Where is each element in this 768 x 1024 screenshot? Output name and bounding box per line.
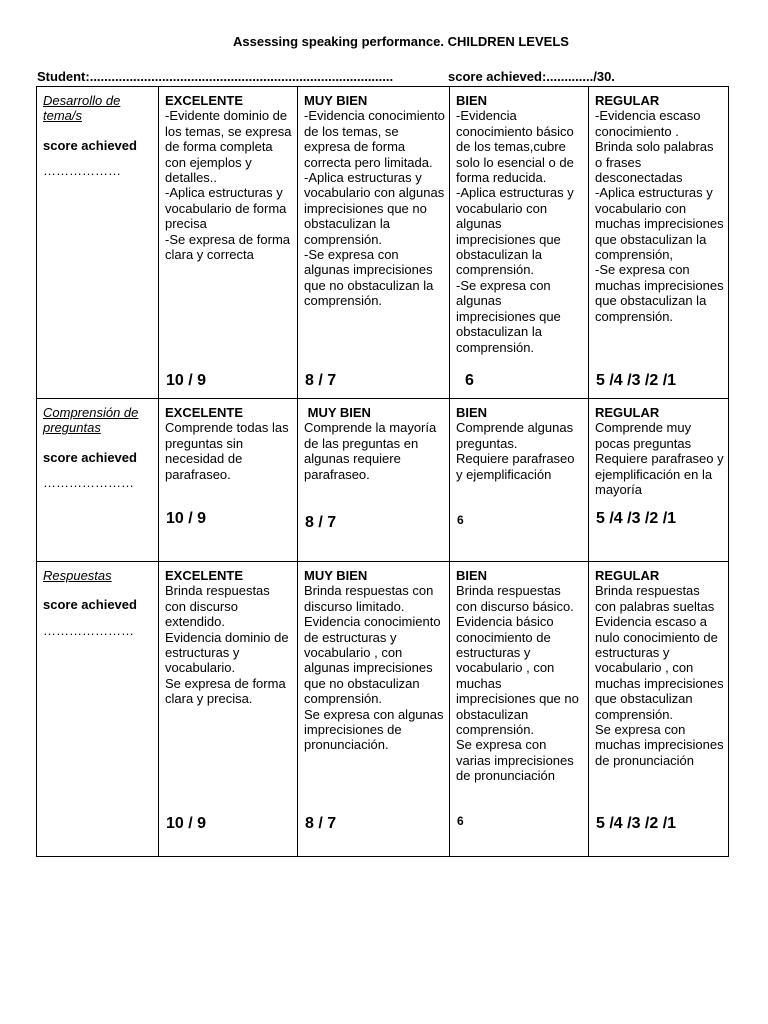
criterion-name: Respuestas — [43, 568, 112, 583]
level-cell-muy-bien — [298, 399, 450, 562]
criterion-name: Desarrollo de tema/s — [43, 93, 121, 124]
level-score: 8 / 7 — [305, 372, 337, 389]
level-description: Brinda respuestas con discurso extendido. Evidencia dominio de estructuras y vocabulario. Se expresa de forma clara y precisa. — [165, 583, 289, 707]
level-description: Brinda respuestas con discurso limitado. Evidencia conocimiento de estructuras y vocabulario , con algunas imprecisiones que no obstaculizan comprensión. Se expresa con algunas imprecisiones de pronunciación. — [304, 583, 444, 753]
level-cell-excelente — [159, 87, 298, 399]
level-description: Comprende algunas preguntas. Requiere parafraseo y ejemplificación — [456, 420, 575, 482]
page-title: Assessing speaking performance. CHILDREN LEVELS — [233, 34, 569, 49]
level-description: -Evidencia conocimiento básico de los temas,cubre solo lo esencial o de forma reducida. -Aplica estructuras y vocabulario con algunas imprecisiones que obstaculizan la comprensión. -Se expresa con algunas imprecisiones que obstaculizan la comprensión. — [456, 108, 574, 355]
level-label: MUY BIEN — [304, 93, 368, 108]
level-label: REGULAR — [595, 568, 660, 583]
level-score: 5 /4 /3 /2 /1 — [596, 815, 677, 832]
student-field: Student:.................................................................................... — [37, 69, 394, 84]
level-description: -Evidencia escaso conocimiento . Brinda solo palabras o frases desconectadas -Aplica estructuras y vocabulario con muchas imprecisiones que obstaculizan la comprensión, -Se expresa con muchas imprecisiones que obstaculizan la comprensión. — [595, 108, 724, 324]
level-score: 5 /4 /3 /2 /1 — [596, 510, 677, 527]
level-cell-bien — [450, 562, 589, 857]
score-achieved-label: score achieved — [43, 449, 137, 465]
score-blank: ……………… — [43, 163, 121, 179]
rubric-row-respuestas — [37, 562, 729, 857]
level-description: Comprende la mayoría de las preguntas en algunas requiere parafraseo. — [304, 420, 437, 482]
level-description: Comprende muy pocas preguntas Requiere parafraseo y ejemplificación en la mayoría — [595, 420, 724, 498]
level-label: EXCELENTE — [165, 93, 244, 108]
level-label: BIEN — [456, 93, 488, 108]
score-blank: ………………… — [43, 475, 134, 491]
level-score: 10 / 9 — [166, 815, 207, 832]
criterion-cell — [37, 399, 159, 562]
criterion-name: Comprensión de preguntas — [43, 405, 139, 436]
level-label: MUY BIEN — [304, 405, 371, 420]
level-description: Brinda respuestas con discurso básico. Evidencia básico conocimiento de estructuras y vocabulario , con muchas imprecisiones que no obstaculizan comprensión. Se expresa con varias imprecisiones de pronunciación — [456, 583, 579, 784]
rubric-row-comprension — [37, 399, 729, 562]
total-score-field: score achieved:............./30. — [448, 69, 615, 84]
level-description: Comprende todas las preguntas sin necesidad de parafraseo. — [165, 420, 289, 482]
level-description: -Evidente dominio de los temas, se expresa de forma completa con ejemplos y detalles.. -Aplica estructuras y vocabulario de forma precisa -Se expresa de forma clara y correcta — [165, 108, 292, 263]
level-score: 6 — [465, 372, 474, 389]
level-cell-excelente — [159, 562, 298, 857]
level-score: 8 / 7 — [305, 815, 337, 832]
level-description: Brinda respuestas con palabras sueltas Evidencia escaso a nulo conocimiento de estructuras y vocabulario , con muchas imprecisiones que obstaculizan comprensión. Se expresa con muchas imprecisiones de pronunciación — [595, 583, 724, 768]
level-cell-regular — [589, 399, 729, 562]
level-cell-excelente — [159, 399, 298, 562]
level-label: MUY BIEN — [304, 568, 368, 583]
level-cell-muy-bien — [298, 87, 450, 399]
level-label: BIEN — [456, 568, 488, 583]
level-cell-bien — [450, 399, 589, 562]
level-cell-regular — [589, 562, 729, 857]
score-achieved-label: score achieved — [43, 137, 137, 153]
level-label: REGULAR — [595, 405, 660, 420]
level-cell-muy-bien — [298, 562, 450, 857]
level-score: 8 / 7 — [305, 514, 337, 531]
rubric-row-desarrollo — [37, 87, 729, 399]
level-description: -Evidencia conocimiento de los temas, se expresa de forma correcta pero limitada. -Aplica estructuras y vocabulario con algunas imprecisiones que no obstaculizan la comprensión. -Se expresa con algunas imprecisiones que no obstaculizan la comprensión. — [304, 108, 445, 309]
level-label: BIEN — [456, 405, 488, 420]
level-cell-bien — [450, 87, 589, 399]
criterion-cell — [37, 87, 159, 399]
score-achieved-label: score achieved — [43, 597, 137, 613]
level-label: EXCELENTE — [165, 568, 244, 583]
level-score: 10 / 9 — [166, 372, 207, 389]
level-score: 5 /4 /3 /2 /1 — [596, 372, 677, 389]
rubric-table — [36, 86, 729, 857]
score-blank: ………………… — [43, 622, 134, 638]
level-score: 10 / 9 — [166, 510, 207, 527]
criterion-cell — [37, 562, 159, 857]
level-label: EXCELENTE — [165, 405, 244, 420]
level-label: REGULAR — [595, 93, 660, 108]
level-cell-regular — [589, 87, 729, 399]
level-score: 6 — [457, 814, 464, 828]
level-score: 6 — [457, 513, 464, 527]
